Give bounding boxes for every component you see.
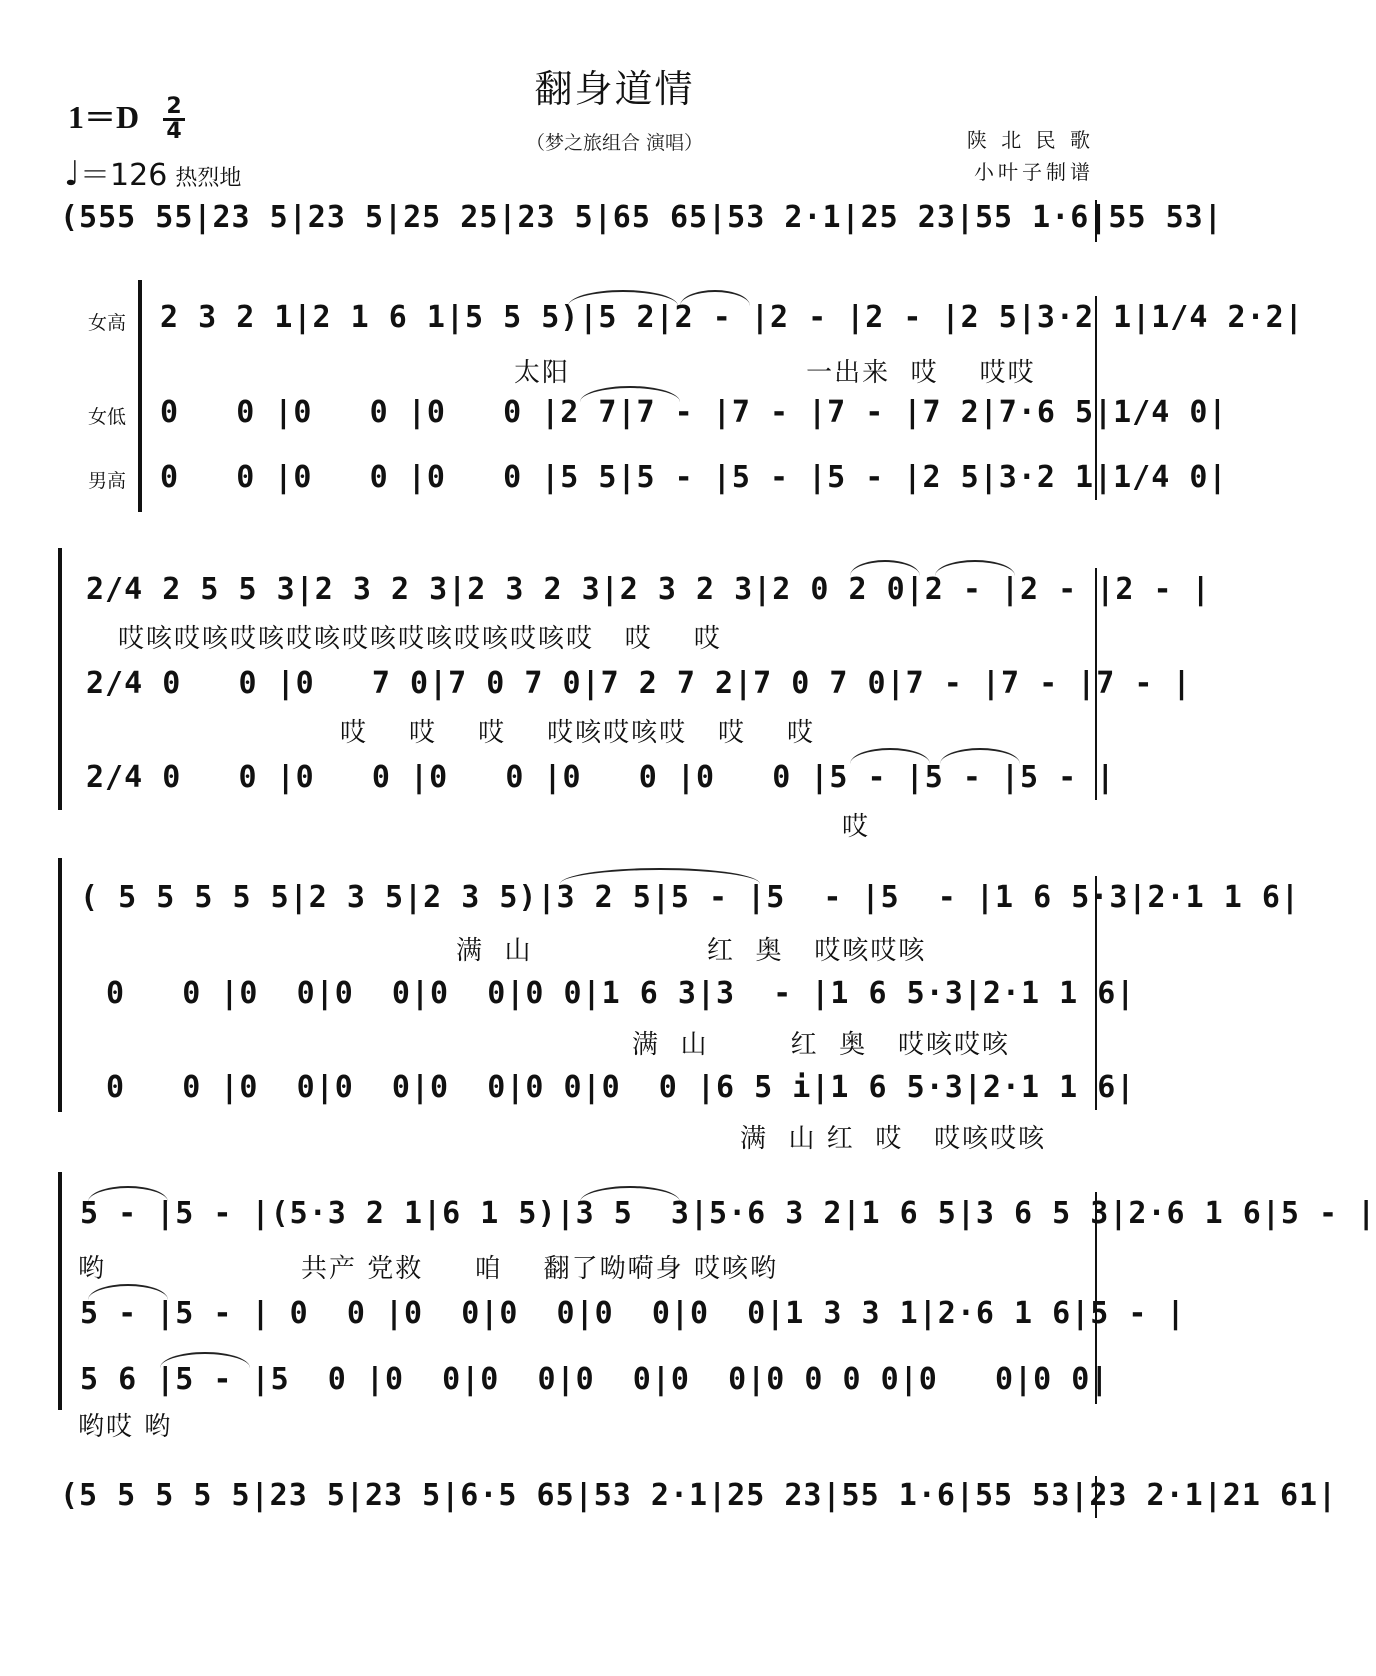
barline xyxy=(1095,296,1097,500)
system2-soprano-lyric: 哎咳哎咳哎咳哎咳哎咳哎咳哎咳哎咳哎 哎 哎 xyxy=(118,624,722,654)
tie-slur xyxy=(580,1186,680,1202)
tie-slur xyxy=(850,560,920,576)
tie-slur xyxy=(88,1284,168,1300)
time-signature-top: 2 xyxy=(166,94,182,119)
system1-soprano-lyric: 太阳 一出来 哎 哎哎 xyxy=(514,358,1036,388)
system2-tenor: 2/4 0 0 |0 0 |0 0 |0 0 |0 0 |5 - |5 - |5 - | xyxy=(86,760,1116,795)
origin-credit: 陕 北 民 歌 xyxy=(966,128,1094,152)
system2-tenor-lyric: 哎 xyxy=(842,812,871,842)
system1-tenor: 0 0 |0 0 |0 0 |5 5|5 - |5 - |5 - |2 5|3·2 1|1/4 0| xyxy=(160,460,1228,495)
system3-soprano: ( 5 5 5 5 5|2 3 5|2 3 5)|3 2 5|5 - |5 - |5 - |1 6 5·3|2·1 1 6| xyxy=(80,880,1300,915)
performer-note: （梦之旅组合 演唱） xyxy=(525,132,704,154)
system-brace xyxy=(58,1172,70,1410)
system4-soprano-lyric: 哟 共产 党救 咱 翻了呦嗬身 哎咳哟 xyxy=(78,1254,778,1284)
tie-slur xyxy=(560,868,760,884)
barline xyxy=(1095,200,1097,242)
barline xyxy=(1095,1192,1097,1404)
intro-line: (555 55|23 5|23 5|25 25|23 5|65 65|53 2·1|25 23|55 1·6|55 53| xyxy=(60,200,1223,235)
tie-slur xyxy=(160,1352,250,1368)
part-label-tenor: 男高 xyxy=(88,470,127,492)
tie-slur xyxy=(850,748,930,764)
system4-soprano: 5 - |5 - |(5·3 2 1|6 1 5)|3 5 3|5·6 3 2|1 6 5|3 6 5 3|2·6 1 6|5 - | xyxy=(80,1196,1376,1231)
tie-slur xyxy=(680,290,750,306)
time-signature-bottom: 4 xyxy=(166,119,182,144)
system2-alto-lyric: 哎 哎 哎 哎咳哎咳哎 哎 哎 xyxy=(340,718,816,748)
system3-soprano-lyric: 满 山 红 奥 哎咳哎咳 xyxy=(456,936,927,966)
part-label-soprano: 女高 xyxy=(88,312,127,334)
system4-tenor: 5 6 |5 - |5 0 |0 0|0 0|0 0|0 0|0 0 0 0|0 0|0 0| xyxy=(80,1362,1110,1397)
system3-alto: 0 0 |0 0|0 0|0 0|0 0|1 6 3|3 - |1 6 5·3|2·1 1 6| xyxy=(106,976,1136,1011)
system3-tenor-lyric: 满 山 红 哎 哎咳哎咳 xyxy=(740,1124,1047,1154)
quarter-note-icon: ♩ xyxy=(64,154,81,194)
system-brace xyxy=(58,858,70,1112)
tempo-expression: 热烈地 xyxy=(175,166,242,191)
system4-alto: 5 - |5 - | 0 0 |0 0|0 0|0 0|0 0|1 3 3 1|2·6 1 6|5 - | xyxy=(80,1296,1186,1331)
system-brace xyxy=(58,548,70,810)
tie-slur xyxy=(568,290,678,306)
tie-slur xyxy=(935,560,1015,576)
key-signature: 1＝D xyxy=(68,99,140,135)
system4-tenor-lyric: 哟哎 哟 xyxy=(78,1412,173,1442)
system1-alto: 0 0 |0 0 |0 0 |2 7|7 - |7 - |7 - |7 2|7·6 5|1/4 0| xyxy=(160,395,1228,430)
arranger-credit: 小叶子制谱 xyxy=(974,160,1094,184)
tie-slur xyxy=(88,1186,168,1202)
system2-alto: 2/4 0 0 |0 7 0|7 0 7 0|7 2 7 2|7 0 7 0|7 - |7 - |7 - | xyxy=(86,666,1192,701)
system1-soprano: 2 3 2 1|2 1 6 1|5 5 5)|5 2|2 - |2 - |2 - |2 5|3·2 1|1/4 2·2| xyxy=(160,300,1304,335)
system2-soprano: 2/4 2 5 5 3|2 3 2 3|2 3 2 3|2 3 2 3|2 0 2 0|2 - |2 - |2 - | xyxy=(86,572,1211,607)
system3-tenor: 0 0 |0 0|0 0|0 0|0 0|0 0 |6 5 i|1 6 5·3|2·1 1 6| xyxy=(106,1070,1136,1105)
part-label-alto: 女低 xyxy=(88,406,127,428)
system3-alto-lyric: 满 山 红 奥 哎咳哎咳 xyxy=(632,1030,1010,1060)
time-signature xyxy=(163,96,185,143)
system-brace xyxy=(138,280,152,512)
barline xyxy=(1095,876,1097,1110)
barline xyxy=(1095,1476,1097,1518)
song-title: 翻身道情 xyxy=(534,67,695,111)
tempo-marking xyxy=(64,150,241,194)
tempo-value: ＝126 xyxy=(80,158,168,193)
outro-line: (5 5 5 5 5|23 5|23 5|6·5 65|53 2·1|25 23|55 1·6|55 53|23 2·1|21 61| xyxy=(60,1478,1338,1513)
barline xyxy=(1095,568,1097,800)
tie-slur xyxy=(940,748,1020,764)
